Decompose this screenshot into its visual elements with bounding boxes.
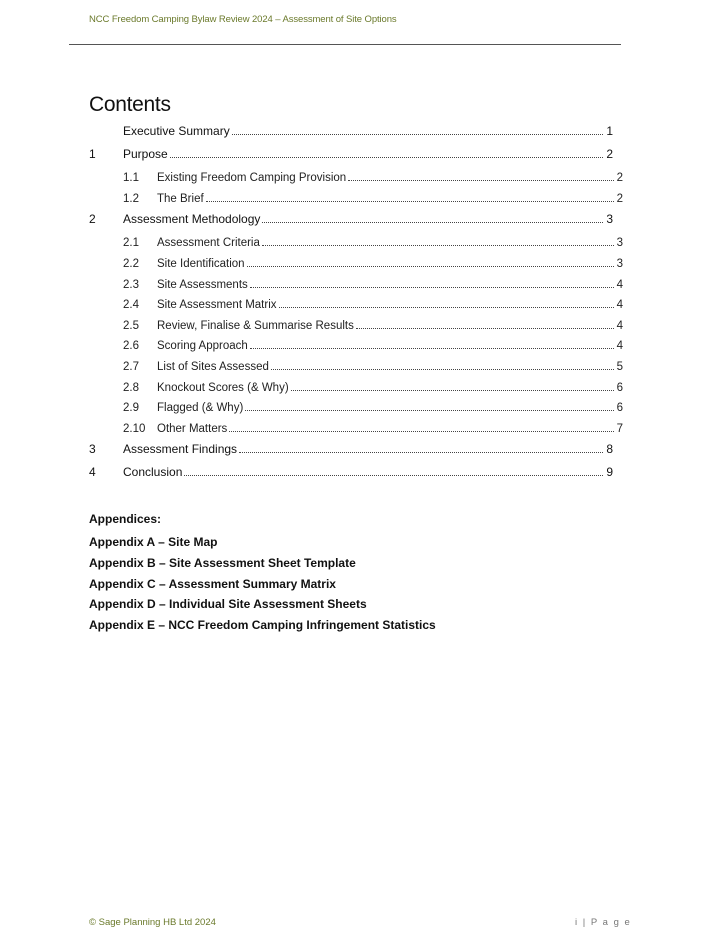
toc-entry-page: 3	[616, 236, 623, 249]
toc-entry-title: Assessment Methodology	[123, 212, 261, 226]
toc-entry-title: Site Assessments	[157, 278, 248, 291]
toc-dot-leader	[170, 145, 604, 158]
toc-entry-page: 8	[606, 442, 613, 456]
toc-entry-title: Assessment Findings	[123, 442, 238, 456]
toc-dot-leader	[262, 210, 603, 223]
toc-entry-number: 2.6	[123, 339, 139, 352]
toc-entry-page: 2	[616, 171, 623, 184]
toc-entry-number: 1.2	[123, 192, 139, 205]
toc-entry[interactable]	[123, 254, 623, 270]
toc-heading: Contents	[89, 93, 171, 116]
appendix-item[interactable]: Appendix B – Site Assessment Sheet Template	[89, 556, 356, 570]
toc-entry-number: 2.8	[123, 381, 139, 394]
toc-dot-leader	[239, 440, 603, 453]
toc-entry-page: 2	[616, 192, 623, 205]
toc-dot-leader	[232, 122, 604, 135]
toc-entry-page: 3	[606, 212, 613, 226]
toc-entry-title: The Brief	[157, 192, 204, 205]
toc-entry-page: 4	[616, 319, 623, 332]
toc-dot-leader	[245, 398, 613, 411]
toc-entry-number: 2.9	[123, 401, 139, 414]
toc-entry[interactable]	[123, 168, 623, 184]
toc-entry-title: Purpose	[123, 147, 168, 161]
appendix-item[interactable]: Appendix C – Assessment Summary Matrix	[89, 577, 336, 591]
toc-entry-page: 4	[616, 298, 623, 311]
toc-entry-title: Other Matters	[157, 422, 228, 435]
toc-entry-number: 2.5	[123, 319, 139, 332]
toc-entry[interactable]	[123, 398, 623, 414]
toc-dot-leader	[291, 378, 614, 391]
toc-entry-number: 4	[89, 465, 96, 479]
toc-entry-page: 4	[616, 278, 623, 291]
toc-entry-number: 3	[89, 442, 96, 456]
toc-entry-title: Executive Summary	[123, 124, 230, 138]
footer-page-number: i | P a g e	[575, 917, 632, 928]
toc-dot-leader	[247, 254, 614, 267]
toc-dot-leader	[271, 357, 614, 370]
toc-entry[interactable]	[123, 295, 623, 311]
toc-entry-number: 2.10	[123, 422, 146, 435]
toc-entry-title: Review, Finalise & Summarise Results	[157, 319, 354, 332]
toc-entry-number: 2.7	[123, 360, 139, 373]
toc-dot-leader	[250, 336, 614, 349]
appendix-item[interactable]: Appendix D – Individual Site Assessment Sheets	[89, 597, 367, 611]
toc-dot-leader	[356, 316, 614, 329]
running-header: NCC Freedom Camping Bylaw Review 2024 – Assessment of Site Options	[89, 14, 397, 25]
toc-entry[interactable]	[123, 419, 623, 435]
toc-entry-page: 6	[616, 401, 623, 414]
toc-entry-page: 1	[606, 124, 613, 138]
toc-entry[interactable]	[89, 440, 613, 456]
toc-entry-page: 2	[606, 147, 613, 161]
toc-entry-number: 2	[89, 212, 96, 226]
toc-entry-title: List of Sites Assessed	[157, 360, 269, 373]
toc-entry[interactable]	[123, 275, 623, 291]
toc-entry-title: Site Assessment Matrix	[157, 298, 277, 311]
appendices-heading: Appendices:	[89, 512, 162, 526]
toc-entry-number: 2.4	[123, 298, 139, 311]
toc-entry-number: 2.1	[123, 236, 139, 249]
toc-entry-page: 7	[616, 422, 623, 435]
footer-copyright: © Sage Planning HB Ltd 2024	[89, 917, 216, 928]
toc-entry[interactable]	[123, 316, 623, 332]
toc-entry[interactable]	[89, 463, 613, 479]
toc-entry[interactable]	[89, 122, 613, 138]
toc-entry[interactable]	[89, 145, 613, 161]
toc-entry-number: 1	[89, 147, 96, 161]
appendix-item[interactable]: Appendix E – NCC Freedom Camping Infringement Statistics	[89, 618, 436, 632]
toc-dot-leader	[250, 275, 614, 288]
toc-entry-title: Knockout Scores (& Why)	[157, 381, 289, 394]
toc-entry-number: 2.3	[123, 278, 139, 291]
toc-entry[interactable]	[89, 210, 613, 226]
toc-entry-title: Assessment Criteria	[157, 236, 260, 249]
toc-entry-page: 9	[606, 465, 613, 479]
toc-entry-page: 5	[616, 360, 623, 373]
toc-entry-title: Scoring Approach	[157, 339, 248, 352]
toc-entry[interactable]	[123, 233, 623, 249]
toc-dot-leader	[262, 233, 614, 246]
toc-entry-title: Flagged (& Why)	[157, 401, 244, 414]
toc-entry[interactable]	[123, 189, 623, 205]
appendix-item[interactable]: Appendix A – Site Map	[89, 535, 218, 549]
toc-entry-number: 2.2	[123, 257, 139, 270]
toc-entry-page: 4	[616, 339, 623, 352]
toc-entry[interactable]	[123, 378, 623, 394]
toc-dot-leader	[279, 295, 614, 308]
toc-entry-number: 1.1	[123, 171, 139, 184]
toc-entry-page: 6	[616, 381, 623, 394]
toc-dot-leader	[206, 189, 614, 202]
toc-entry[interactable]	[123, 357, 623, 373]
toc-entry[interactable]	[123, 336, 623, 352]
toc-entry-title: Existing Freedom Camping Provision	[157, 171, 347, 184]
toc-dot-leader	[229, 419, 613, 432]
toc-dot-leader	[348, 168, 613, 181]
toc-entry-title: Conclusion	[123, 465, 183, 479]
toc-entry-page: 3	[616, 257, 623, 270]
header-divider	[69, 44, 621, 45]
toc-entry-title: Site Identification	[157, 257, 245, 270]
toc-dot-leader	[184, 463, 603, 476]
